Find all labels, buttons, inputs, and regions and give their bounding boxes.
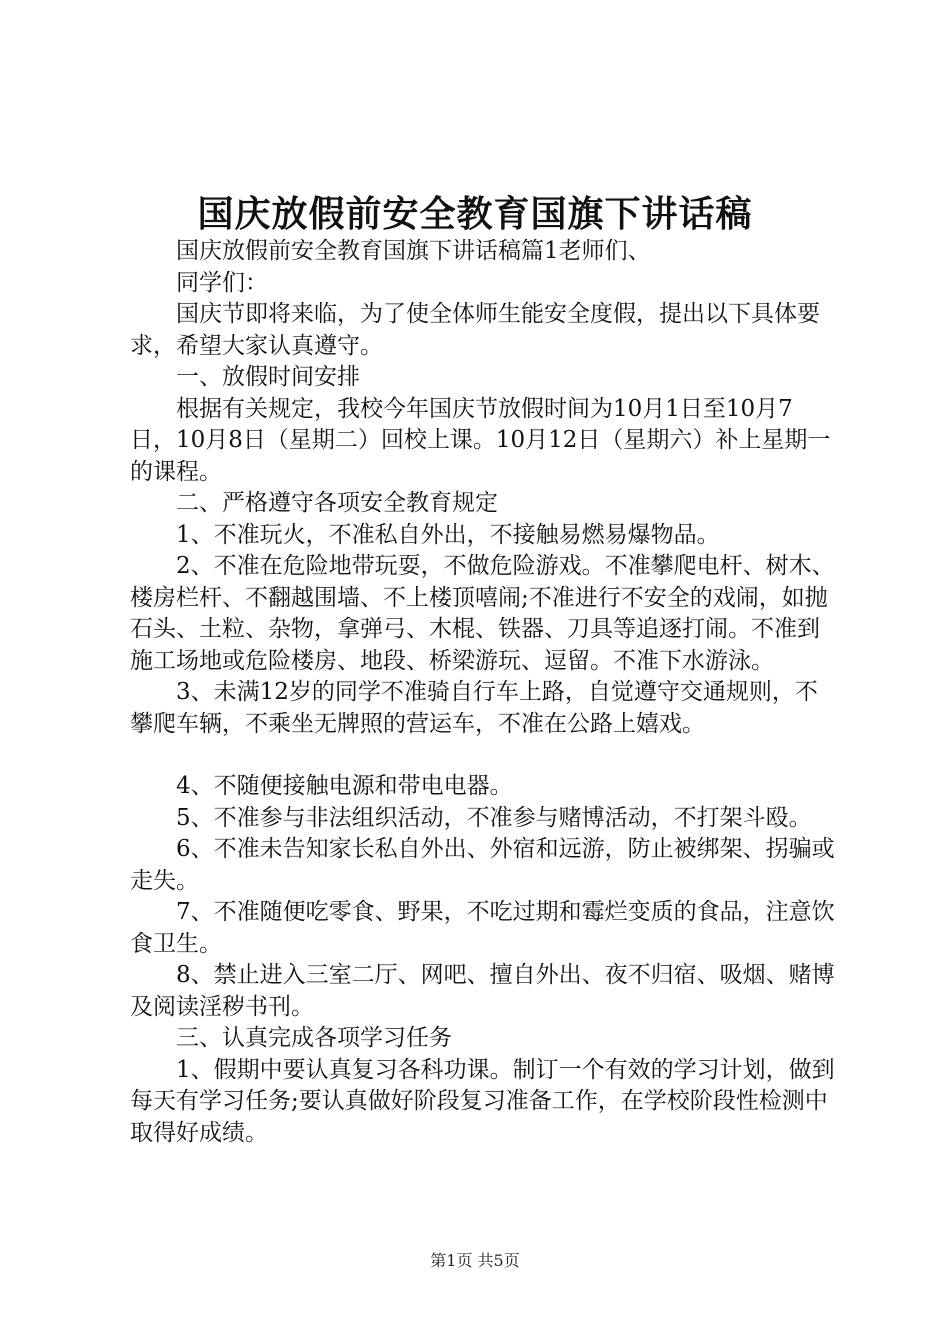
paragraph-intro: 国庆放假前安全教育国旗下讲话稿篇1老师们、 <box>176 238 651 264</box>
section-heading-study-tasks: 三、认真完成各项学习任务 <box>176 1025 452 1051</box>
rule-item-7: 7、不准随便吃零食、野果，不吃过期和霉烂变质的食品，注意饮食卫生。 <box>130 899 835 957</box>
rule-item-6: 6、不准未告知家长私自外出、外宿和远游，防止被绑架、拐骗或走失。 <box>130 836 835 894</box>
rule-item-1: 1、不准玩火，不准私自外出，不接触易燃易爆物品。 <box>176 521 720 548</box>
document-body <box>130 236 835 1149</box>
paragraph-opening: 国庆节即将来临，为了使全体师生能安全度假，提出以下具体要求，希望大家认真遵守。 <box>130 301 820 359</box>
paragraph-holiday-schedule: 根据有关规定，我校今年国庆节放假时间为10月1日至10月7日，10月8日（星期二）回校上课。10月12日（星期六）补上星期一的课程。 <box>130 395 831 485</box>
paragraph-greeting: 同学们： <box>176 269 268 296</box>
document-title: 国庆放假前安全教育国旗下讲话稿 <box>197 193 753 235</box>
rule-item-4: 4、不随便接触电源和带电电器。 <box>176 773 513 799</box>
rule-item-3: 3、未满12岁的同学不准骑自行车上路，自觉遵守交通规则，不攀爬车辆，不乘坐无牌照的营运车，不准在公路上嬉戏。 <box>130 679 818 737</box>
study-item-1: 1、假期中要认真复习各科功课。制订一个有效的学习计划，做到每天有学习任务;要认真做好阶段复习准备工作，在学校阶段性检测中取得好成绩。 <box>130 1056 835 1146</box>
rule-item-8: 8、禁止进入三室二厅、网吧、擅自外出、夜不归宿、吸烟、赌博及阅读淫秽书刊。 <box>130 962 835 1020</box>
rule-item-2: 2、不准在危险地带玩耍，不做危险游戏。不准攀爬电杆、树木、楼房栏杆、不翻越围墙、不上楼顶嘻闹;不准进行不安全的戏闹，如抛石头、土粒、杂物，拿弹弓、木棍、铁器、刀具等追逐打闹。不准到施工场地或危险楼房、地段、桥梁游玩、逗留。不准下水游泳。 <box>130 553 835 674</box>
page-number-footer: 第1页 共5页 <box>430 1251 520 1270</box>
section-heading-safety-rules: 二、严格遵守各项安全教育规定 <box>176 490 498 516</box>
section-heading-holiday-schedule: 一、放假时间安排 <box>176 364 360 390</box>
rule-item-5: 5、不准参与非法组织活动，不准参与赌博活动，不打架斗殴。 <box>176 804 812 831</box>
